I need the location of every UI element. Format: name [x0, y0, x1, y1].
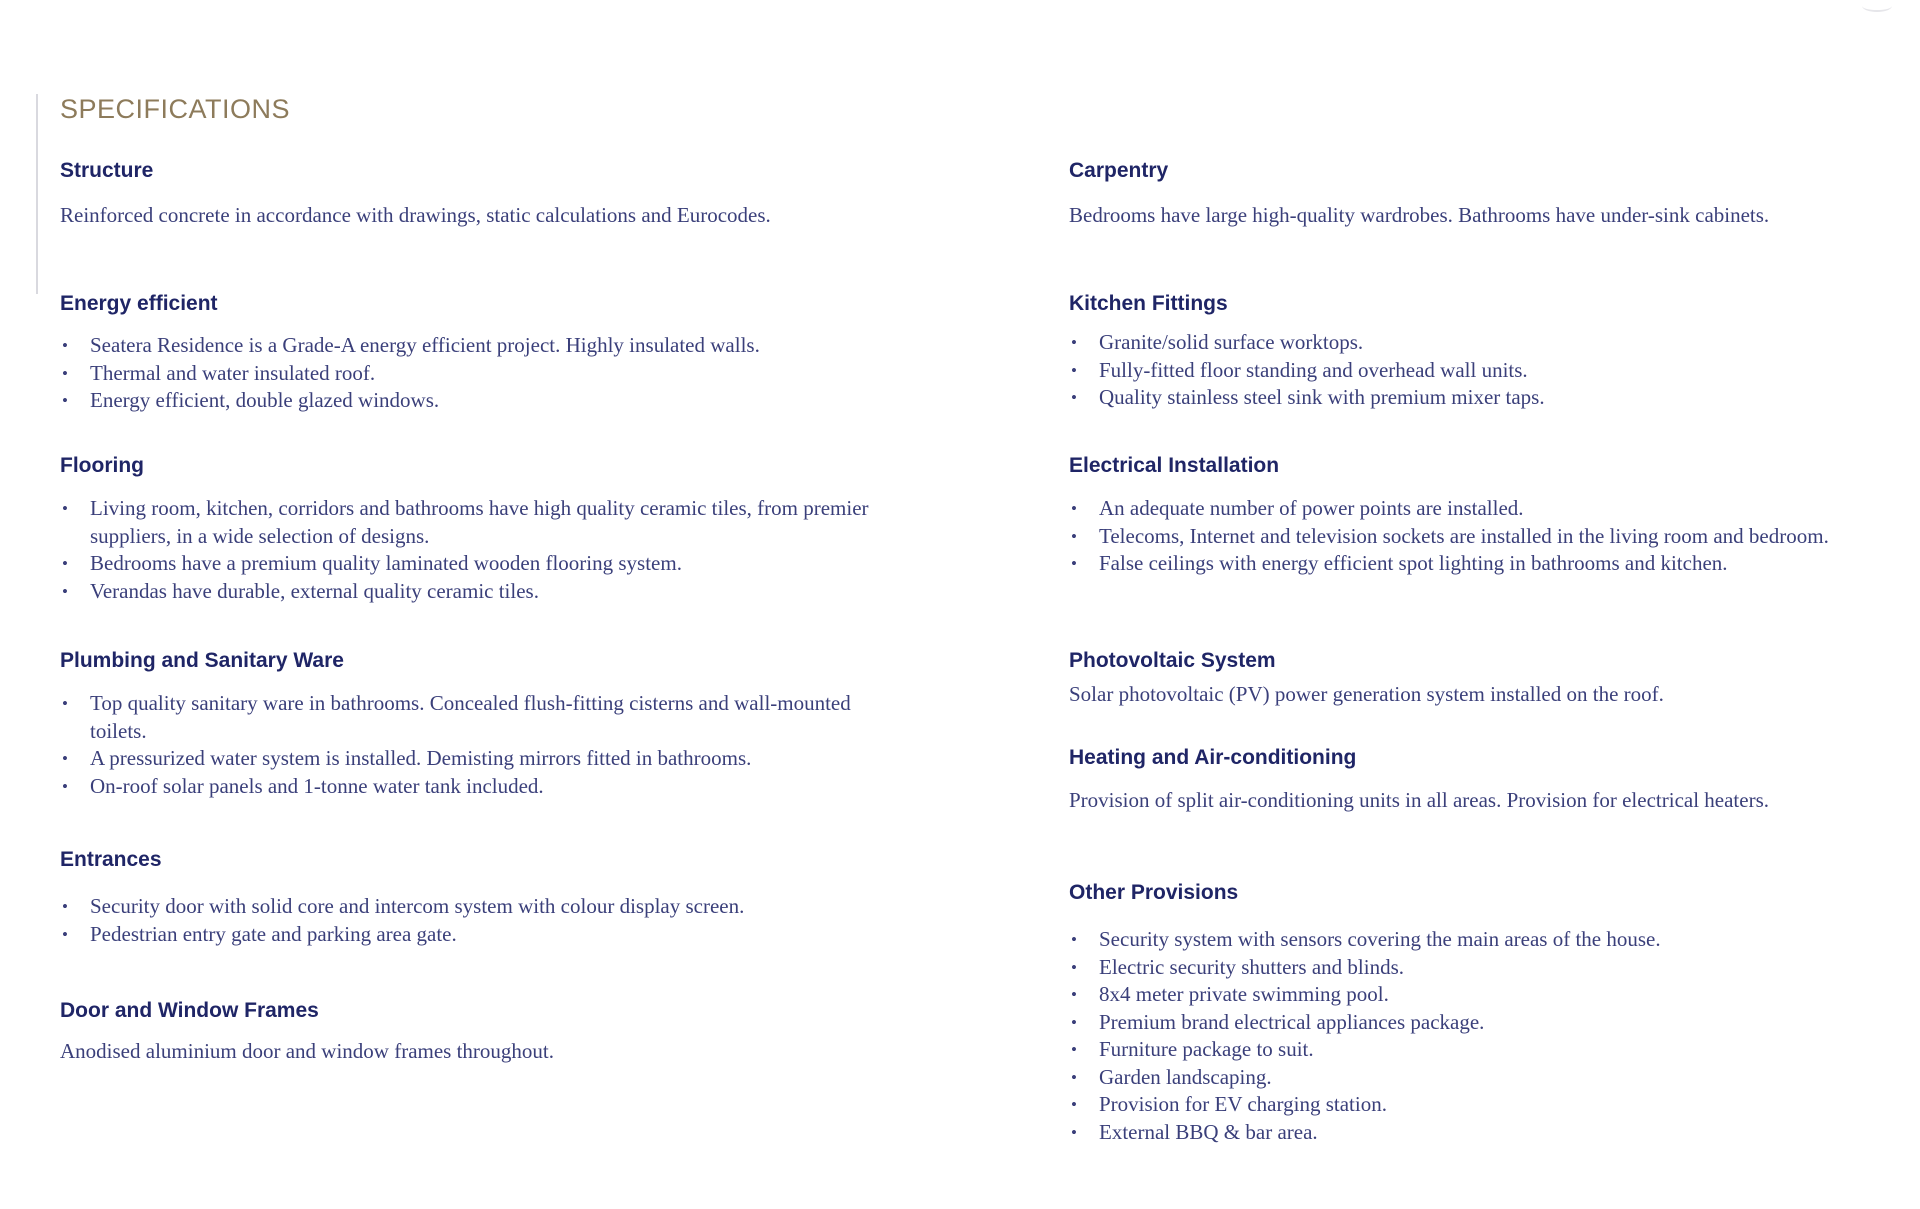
section-heading: Electrical Installation	[1069, 454, 1280, 477]
list-item-text: Telecoms, Internet and television sockets are installed in the living room and bedroom.	[1099, 523, 1829, 548]
list-item	[1069, 1036, 1899, 1064]
list-item	[60, 360, 890, 388]
bullet-icon: •	[1071, 1040, 1077, 1059]
section-energy-efficient	[60, 291, 890, 415]
list-item-text: Garden landscaping.	[1099, 1064, 1272, 1089]
list-item	[1069, 550, 1869, 578]
list-item-text: Bedrooms have a premium quality laminated wooden flooring system.	[90, 551, 682, 575]
bullet-icon: •	[1071, 360, 1077, 380]
bullet-icon: •	[1071, 985, 1077, 1004]
bullet-icon: •	[1071, 499, 1077, 518]
section-heading: Energy efficient	[60, 292, 218, 315]
section-heading: Structure	[60, 159, 154, 182]
list-item-text: Quality stainless steel sink with premium mixer taps.	[1099, 385, 1545, 409]
bullet-icon: •	[62, 336, 68, 355]
bullet-icon: •	[1071, 930, 1077, 949]
bullet-list	[60, 690, 910, 800]
list-item	[60, 773, 910, 801]
list-item-text: External BBQ & bar area.	[1099, 1119, 1318, 1144]
section-kitchen-fittings	[1069, 291, 1899, 412]
bullet-icon: •	[62, 694, 68, 713]
list-item-text: Granite/solid surface worktops.	[1099, 330, 1364, 354]
bullet-icon: •	[1071, 333, 1077, 352]
bullet-icon: •	[1071, 957, 1077, 977]
bullet-list	[60, 495, 890, 605]
list-item-text: Pedestrian entry gate and parking area gate.	[90, 921, 457, 946]
section-heading: Plumbing and Sanitary Ware	[60, 649, 344, 672]
section-carpentry	[1069, 158, 1899, 230]
section-heading: Kitchen Fittings	[1069, 292, 1228, 315]
list-item-text: Furniture package to suit.	[1099, 1037, 1314, 1061]
list-item-text: Security door with solid core and intercom system with colour display screen.	[90, 894, 745, 918]
list-item	[1069, 1064, 1899, 1092]
list-item-text: 8x4 meter private swimming pool.	[1099, 982, 1389, 1006]
list-item-text: Energy efficient, double glazed windows.	[90, 388, 440, 412]
left-rule-divider	[36, 94, 38, 294]
list-item	[1069, 357, 1899, 385]
list-item-text: Thermal and water insulated roof.	[90, 360, 376, 385]
bullet-icon: •	[62, 581, 68, 601]
bullet-icon: •	[62, 749, 68, 768]
list-item-text: Living room, kitchen, corridors and bathrooms have high quality ceramic tiles, from premier suppliers, in a wide selection of designs.	[90, 496, 869, 548]
section-photovoltaic	[1069, 648, 1899, 709]
bullet-icon: •	[62, 391, 68, 410]
list-item-text: An adequate number of power points are installed.	[1099, 496, 1524, 520]
bullet-list	[60, 332, 890, 415]
bullet-icon: •	[62, 554, 68, 573]
bullet-icon: •	[1071, 526, 1077, 546]
list-item	[1069, 981, 1899, 1009]
list-item-text: Provision for EV charging station.	[1099, 1092, 1387, 1116]
list-item	[1069, 926, 1899, 954]
list-item	[60, 550, 890, 578]
section-heating-air-conditioning	[1069, 745, 1899, 815]
bullet-list	[1069, 329, 1899, 412]
section-text: Anodised aluminium door and window frames throughout.	[60, 1039, 555, 1063]
list-item-text: False ceilings with energy efficient spot lighting in bathrooms and kitchen.	[1099, 551, 1728, 575]
bullet-icon: •	[1071, 1067, 1077, 1087]
section-heading: Entrances	[60, 848, 162, 871]
bullet-icon: •	[1071, 1012, 1077, 1032]
list-item	[60, 745, 910, 773]
bullet-icon: •	[62, 924, 68, 944]
section-text: Bedrooms have large high-quality wardrobes. Bathrooms have under-sink cabinets.	[1069, 203, 1770, 227]
list-item-text: Electric security shutters and blinds.	[1099, 954, 1405, 979]
bullet-list	[1069, 495, 1869, 578]
list-item	[60, 495, 890, 550]
bullet-list	[60, 893, 890, 948]
bullet-icon: •	[1071, 388, 1077, 407]
corner-mark	[1862, 0, 1892, 12]
section-door-window-frames	[60, 998, 890, 1066]
section-text: Solar photovoltaic (PV) power generation system installed on the roof.	[1069, 682, 1664, 706]
list-item-text: On-roof solar panels and 1-tonne water tank included.	[90, 773, 544, 798]
section-heading: Photovoltaic System	[1069, 649, 1276, 672]
section-other-provisions	[1069, 880, 1899, 1146]
list-item	[1069, 1091, 1899, 1119]
bullet-icon: •	[62, 363, 68, 383]
bullet-icon: •	[62, 776, 68, 796]
list-item	[1069, 1009, 1899, 1037]
list-item-text: Fully-fitted floor standing and overhead wall units.	[1099, 357, 1528, 382]
bullet-icon: •	[62, 897, 68, 916]
list-item	[60, 690, 910, 745]
bullet-icon: •	[1071, 554, 1077, 573]
list-item	[1069, 329, 1899, 357]
section-structure	[60, 158, 890, 230]
bullet-icon: •	[1071, 1122, 1077, 1142]
section-heading: Heating and Air-conditioning	[1069, 746, 1357, 769]
section-text: Reinforced concrete in accordance with drawings, static calculations and Eurocodes.	[60, 203, 771, 227]
section-flooring	[60, 453, 890, 605]
list-item	[1069, 1119, 1899, 1147]
section-heading: Door and Window Frames	[60, 999, 319, 1022]
section-heading: Carpentry	[1069, 159, 1169, 182]
section-heading: Other Provisions	[1069, 881, 1239, 904]
list-item	[60, 332, 890, 360]
section-plumbing	[60, 648, 890, 800]
page-title: SPECIFICATIONS	[60, 94, 291, 124]
section-entrances	[60, 847, 890, 948]
section-text: Provision of split air-conditioning units in all areas. Provision for electrical heaters.	[1069, 788, 1770, 812]
list-item-text: Verandas have durable, external quality ceramic tiles.	[90, 578, 539, 603]
list-item	[1069, 495, 1869, 523]
list-item	[1069, 384, 1899, 412]
list-item	[1069, 523, 1869, 551]
section-electrical-installation	[1069, 453, 1899, 578]
list-item	[1069, 954, 1899, 982]
list-item	[60, 921, 890, 949]
bullet-icon: •	[1071, 1095, 1077, 1114]
list-item	[60, 387, 890, 415]
bullet-list	[1069, 926, 1899, 1146]
section-heading: Flooring	[60, 454, 144, 477]
list-item-text: A pressurized water system is installed. Demisting mirrors fitted in bathrooms.	[90, 746, 752, 770]
list-item	[60, 578, 890, 606]
list-item	[60, 893, 890, 921]
list-item-text: Top quality sanitary ware in bathrooms. Concealed flush-fitting cisterns and wall-mounted toilets.	[90, 691, 851, 743]
list-item-text: Premium brand electrical appliances package.	[1099, 1009, 1485, 1034]
list-item-text: Seatera Residence is a Grade-A energy efficient project. Highly insulated walls.	[90, 333, 760, 357]
list-item-text: Security system with sensors covering the main areas of the house.	[1099, 927, 1661, 951]
bullet-icon: •	[62, 499, 68, 518]
